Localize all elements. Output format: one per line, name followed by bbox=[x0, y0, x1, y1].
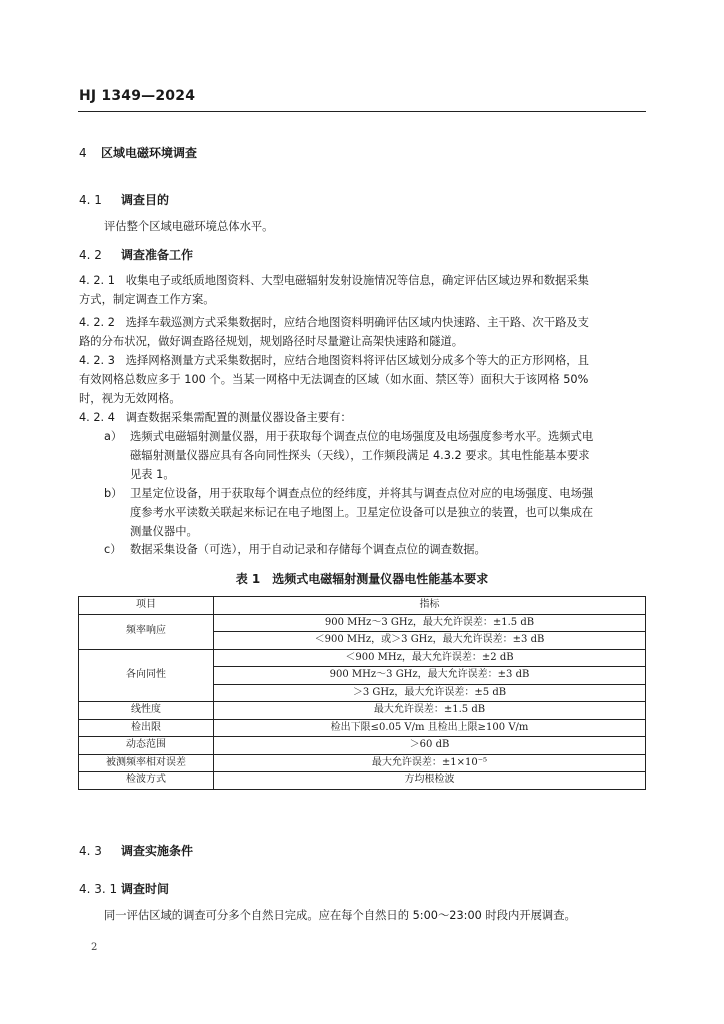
value-cell: ＞3 GHz，最大允许误差：±5 dB bbox=[214, 684, 646, 702]
header-cell: 项目 bbox=[79, 597, 214, 615]
section-4-3-1-heading bbox=[79, 880, 169, 897]
section-4-1-body: 评估整个区域电磁环境总体水平。 bbox=[104, 220, 274, 233]
para-line: 时，视为无效网格。 bbox=[79, 392, 181, 405]
section-4-1-heading bbox=[79, 191, 169, 208]
section-number: 4. 2 bbox=[79, 248, 102, 262]
table-header-row bbox=[79, 597, 646, 615]
list-line: 磁辐射测量仪器应具有各向同性探头（天线），工作频段满足 4.3.2 要求。其电性能基本要求 bbox=[130, 449, 590, 462]
para-line: 选择车载巡测方式采集数据时，应结合地图资料明确评估区域内快速路、主干路、次干路及支 bbox=[125, 316, 589, 329]
para-4-2-4 bbox=[79, 408, 352, 427]
value-cell: 最大允许误差：±1.5 dB bbox=[214, 702, 646, 720]
table-row bbox=[79, 649, 646, 667]
list-line: 测量仪器中。 bbox=[130, 525, 198, 538]
section-4-2-heading bbox=[79, 246, 193, 263]
table-row bbox=[79, 702, 646, 720]
header-cell: 指标 bbox=[214, 597, 646, 615]
value-cell: 最大允许误差：±1×10⁻⁵ bbox=[214, 754, 646, 772]
para-line: 收集电子或纸质地图资料、大型电磁辐射发射设施情况等信息，确定评估区域边界和数据采集 bbox=[125, 274, 589, 287]
list-item bbox=[104, 427, 593, 484]
list-label: a） bbox=[104, 430, 123, 443]
list-line: 选频式电磁辐射测量仪器，用于获取每个调查点位的电场强度及电场强度参考水平。选频式电 bbox=[130, 430, 594, 443]
value-cell: ＜900 MHz，或＞3 GHz，最大允许误差：±3 dB bbox=[214, 632, 646, 650]
value-cell: 检出下限≤0.05 V/m 且检出上限≥100 V/m bbox=[214, 719, 646, 737]
table-row bbox=[79, 614, 646, 632]
para-4-2-1 bbox=[79, 271, 589, 309]
table-row bbox=[79, 754, 646, 772]
para-number: 4. 2. 1 bbox=[79, 274, 115, 287]
section-4-heading bbox=[79, 144, 197, 161]
spec-table bbox=[78, 596, 646, 790]
section-number: 4. 3 bbox=[79, 844, 102, 858]
value-cell: 900 MHz～3 GHz，最大允许误差：±3 dB bbox=[214, 667, 646, 685]
table-row bbox=[79, 719, 646, 737]
list-line: 度参考水平读数关联起来标记在电子地图上。卫星定位设备可以是独立的装置，也可以集成在 bbox=[130, 506, 594, 519]
standard-number: HJ 1349—2024 bbox=[79, 88, 196, 104]
para-4-2-3 bbox=[79, 351, 589, 408]
value-cell: ＞60 dB bbox=[214, 737, 646, 755]
item-cell: 被测频率相对误差 bbox=[79, 754, 214, 772]
value-cell: 方均根检波 bbox=[214, 772, 646, 790]
section-title: 调查目的 bbox=[121, 193, 170, 207]
para-text: 调查数据采集需配置的测量仪器设备主要有： bbox=[125, 411, 352, 424]
section-title: 调查实施条件 bbox=[121, 844, 194, 858]
para-number: 4. 2. 4 bbox=[79, 411, 115, 424]
item-cell: 各向同性 bbox=[79, 649, 214, 702]
para-line: 方式，制定调查工作方案。 bbox=[79, 293, 215, 306]
table-row bbox=[79, 737, 646, 755]
value-cell: 900 MHz～3 GHz，最大允许误差：±1.5 dB bbox=[214, 614, 646, 632]
section-number: 4. 1 bbox=[79, 193, 102, 207]
para-line: 路的分布状况，做好调查路径规划，规划路径时尽量避让高架快速路和隧道。 bbox=[79, 335, 464, 348]
section-4-3-heading bbox=[79, 842, 193, 859]
section-title: 调查时间 bbox=[121, 882, 170, 896]
para-number: 4. 2. 3 bbox=[79, 354, 115, 367]
para-4-2-2 bbox=[79, 313, 589, 351]
para-number: 4. 2. 2 bbox=[79, 316, 115, 329]
item-cell: 频率响应 bbox=[79, 614, 214, 649]
section-4-3-1-body: 同一评估区域的调查可分多个自然日完成。应在每个自然日的 5:00～23:00 时段内开展调查。 bbox=[104, 909, 576, 922]
list-label: c） bbox=[104, 543, 122, 556]
value-cell: ＜900 MHz，最大允许误差：±2 dB bbox=[214, 649, 646, 667]
item-cell: 线性度 bbox=[79, 702, 214, 720]
table-caption: 表 1 选频式电磁辐射测量仪器电性能基本要求 bbox=[235, 572, 489, 586]
header-rule bbox=[78, 111, 646, 112]
table-row bbox=[79, 772, 646, 790]
list-item bbox=[104, 540, 486, 559]
list-item bbox=[104, 484, 593, 541]
list-label: b） bbox=[104, 487, 123, 500]
list-line: 见表 1。 bbox=[130, 468, 175, 481]
section-title: 调查准备工作 bbox=[121, 248, 194, 262]
item-cell: 动态范围 bbox=[79, 737, 214, 755]
item-cell: 检波方式 bbox=[79, 772, 214, 790]
para-line: 有效网格总数应多于 100 个。当某一网格中无法调查的区域（如水面、禁区等）面积大于该网格 50% bbox=[79, 373, 589, 386]
section-title: 区域电磁环境调查 bbox=[101, 146, 198, 160]
list-line: 数据采集设备（可选），用于自动记录和存储每个调查点位的调查数据。 bbox=[130, 543, 486, 556]
list-line: 卫星定位设备，用于获取每个调查点位的经纬度，并将其与调查点位对应的电场强度、电场强 bbox=[130, 487, 594, 500]
page-number: 2 bbox=[91, 942, 98, 953]
item-cell: 检出限 bbox=[79, 719, 214, 737]
section-number: 4. 3. 1 bbox=[79, 882, 118, 896]
para-line: 选择网格测量方式采集数据时，应结合地图资料将评估区域划分成多个等大的正方形网格，且 bbox=[125, 354, 589, 367]
section-number: 4 bbox=[79, 146, 87, 160]
